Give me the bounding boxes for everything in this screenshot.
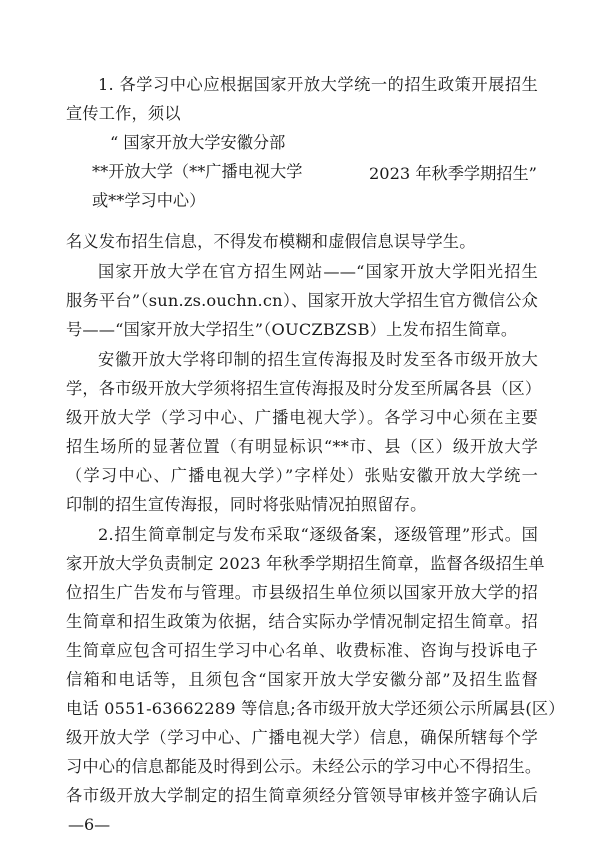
- paragraph-4-line-9: 习中心的信息都能及时得到公示。未经公示的学习中心不得招生。: [66, 757, 542, 776]
- paragraph-4-line-8: 级开放大学（学习中心、广播电视大学）信息，确保所辖每个学: [66, 728, 538, 747]
- naming-block-line-2: **开放大学（**广播电视大学: [92, 162, 303, 181]
- paragraph-4-line-3: 位招生广告发布与管理。市县级招生单位须以国家开放大学的招: [66, 583, 538, 602]
- paragraph-1-end: 名义发布招生信息，不得发布模糊和虚假信息误导学生。: [66, 232, 476, 251]
- paragraph-4-line-4: 生简章和招生政策为依据，结合实际办学情况制定招生简章。招: [66, 612, 538, 631]
- naming-block-line-3: 或**学习中心）: [92, 191, 206, 210]
- paragraph-4-line-1: 2.招生简章制定与发布采取“逐级备案，逐级管理”形式。国: [98, 525, 538, 544]
- paragraph-4-line-6: 信箱和电话等，且须包含“国家开放大学安徽分部”及招生监督: [66, 670, 538, 689]
- paragraph-2-line-2: 服务平台”（sun.zs.ouchn.cn）、国家开放大学招生官方微信公众: [66, 291, 538, 310]
- paragraph-1-line-2: 宣传工作，须以: [66, 104, 181, 123]
- paragraph-4-line-7: 电话 0551-63662289 等信息;各市级开放大学还须公示所属县(区）: [66, 699, 565, 718]
- naming-block-line-1: “ 国家开放大学安徽分部: [110, 133, 286, 152]
- paragraph-4-line-5: 生简章应包含可招生学习中心名单、收费标准、咨询与投诉电子: [66, 641, 538, 660]
- paragraph-4-line-10: 各市级开放大学制定的招生简章须经分管领导审核并签字确认后: [66, 786, 538, 805]
- paragraph-3-line-5: （学习中心、广播电视大学）”字样处）张贴安徽开放大学统一: [66, 466, 538, 485]
- page-number: —6—: [68, 815, 111, 834]
- paragraph-3-line-4: 招生场所的显著位置（有明显标识“**市、县（区）级开放大学: [66, 437, 538, 456]
- paragraph-3-line-6: 印制的招生宣传海报，同时将张贴情况拍照留存。: [66, 495, 427, 514]
- paragraph-3-line-1: 安徽开放大学将印制的招生宣传海报及时发至各市级开放大: [98, 350, 538, 369]
- paragraph-3-line-2: 学，各市级开放大学须将招生宣传海报及时分发至所属各县（区）: [66, 379, 542, 398]
- paragraph-3-line-3: 级开放大学（学习中心、广播电视大学）。各学习中心须在主要: [66, 408, 538, 427]
- naming-block-semester: 2023 年秋季学期招生”: [369, 164, 537, 183]
- paragraph-1-line-1: 1. 各学习中心应根据国家开放大学统一的招生政策开展招生: [98, 75, 538, 94]
- paragraph-2-line-3: 号——“国家开放大学招生”（OUCZBZSB）上发布招生简章。: [66, 320, 518, 339]
- paragraph-4-line-2: 家开放大学负责制定 2023 年秋季学期招生简章，监督各级招生单: [66, 554, 545, 573]
- paragraph-2-line-1: 国家开放大学在官方招生网站——“国家开放大学阳光招生: [98, 262, 538, 281]
